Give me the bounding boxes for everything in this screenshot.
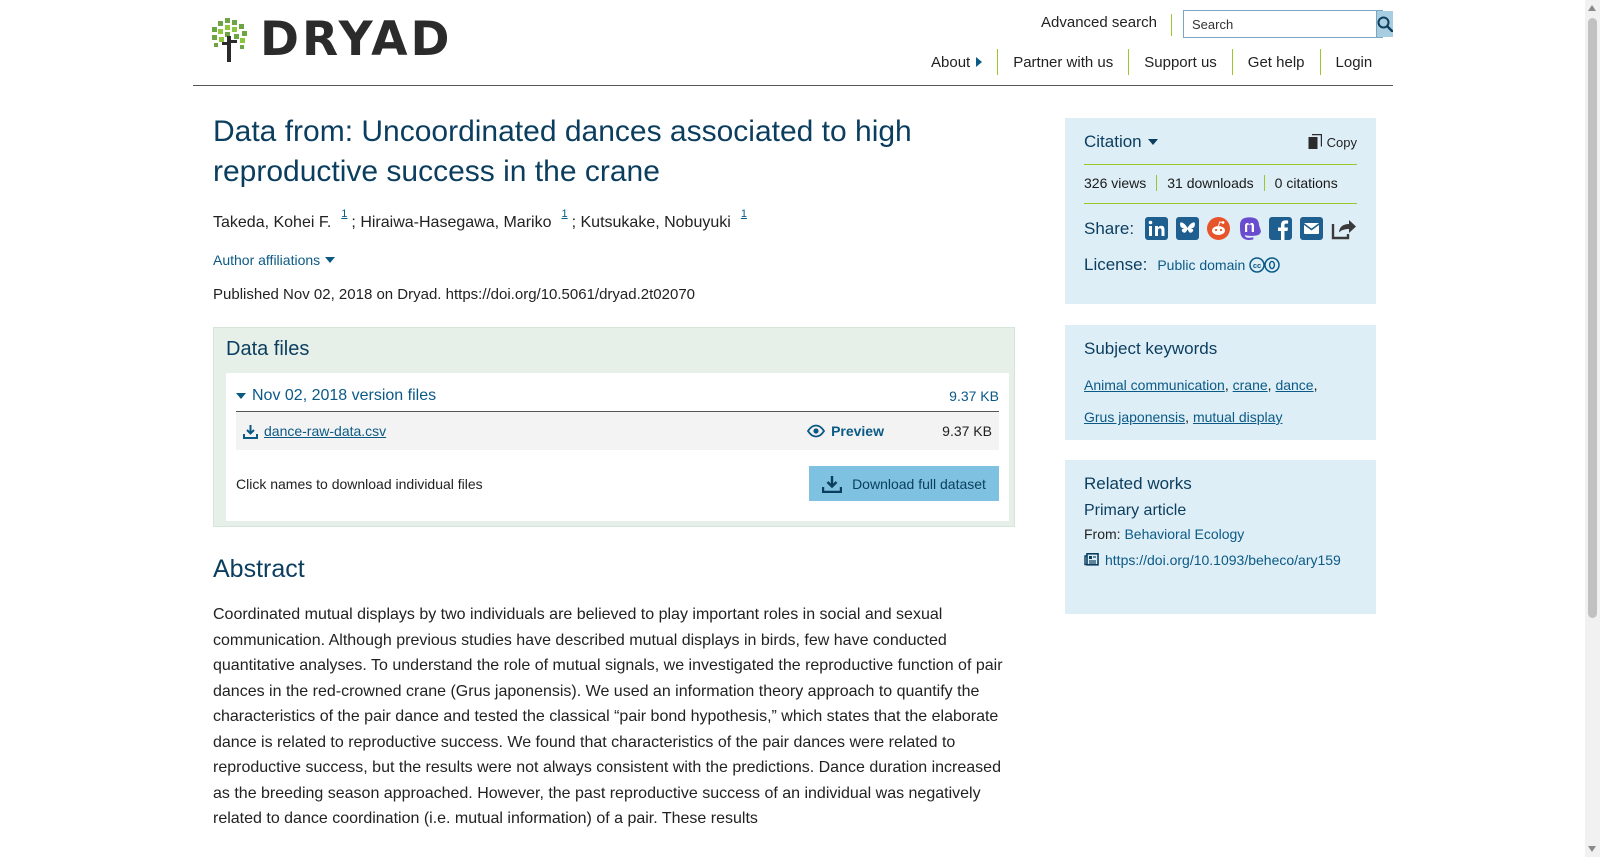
- scroll-down-icon[interactable]: [1588, 846, 1596, 852]
- preview-button[interactable]: [807, 423, 884, 439]
- search-form: [1183, 10, 1383, 38]
- citation-header: [1084, 132, 1357, 165]
- author-affiliation-link[interactable]: 1: [740, 208, 747, 220]
- cc-zero-icon: [1249, 257, 1281, 273]
- search-button[interactable]: [1376, 11, 1393, 37]
- data-files-heading: Data files: [226, 338, 310, 360]
- keyword-list: Animal communication, crane, dance, Grus japonensis, mutual display: [1084, 377, 1318, 425]
- search-icon: [1377, 16, 1393, 32]
- license-label: License:: [1084, 255, 1148, 274]
- nav-get-help[interactable]: Get help: [1233, 49, 1321, 75]
- linkedin-icon[interactable]: [1144, 216, 1169, 241]
- nav-login[interactable]: Login: [1335, 53, 1373, 71]
- search-input[interactable]: [1184, 11, 1376, 37]
- related-works-title: Related works: [1084, 474, 1192, 493]
- page-scrollbar[interactable]: [1585, 0, 1600, 857]
- author-name: ; Kutsukake, Nobuyuki: [571, 214, 731, 231]
- abstract-text: Coordinated mutual displays by two individuals are believed to play important roles in social and sexual communication. Although previous studies have described mutual displays in birds, few have conducted quantitative analyses. To understand the role of mutual signals, we investigated the reproductive function of pair dances in the red-crowned crane (Grus japonensis). We used an information theory approach to quantify the characteristics of the pair dance and tested the classical “pair bond hypothesis,” which states that the elaborate dance is related to reproductive success. We found that characteristics of the pair dances were related to reproductive success, but the results were not always consistent with the predictions. Dance duration increased as the breeding season approached. However, the past reproductive success of an individual was negatively related to dance coordination (i.e. mutual information) of a pair. These results: [213, 606, 1003, 827]
- related-from: [1084, 526, 1357, 542]
- journal-link[interactable]: Behavioral Ecology: [1124, 526, 1245, 542]
- article-icon: [1084, 553, 1099, 566]
- publication-info: Published Nov 02, 2018 on Dryad. https://doi.org/10.5061/dryad.2t02070: [213, 286, 695, 303]
- nav-support[interactable]: Support us: [1129, 49, 1233, 75]
- scrollbar-thumb[interactable]: [1588, 18, 1597, 618]
- logo-wordmark: DRYAD: [260, 12, 453, 67]
- file-row: [236, 412, 999, 450]
- main-content: [213, 112, 1015, 832]
- data-files-footer: [236, 466, 999, 501]
- license-row: [1084, 255, 1357, 275]
- caret-down-icon: [236, 393, 246, 399]
- author-affiliation-link[interactable]: 1: [341, 208, 348, 220]
- download-full-dataset-button[interactable]: [809, 466, 999, 501]
- file-download[interactable]: [243, 423, 807, 439]
- facebook-icon[interactable]: [1268, 216, 1293, 241]
- eye-icon: [807, 424, 825, 438]
- citation-toggle[interactable]: [1084, 132, 1158, 152]
- bluesky-icon[interactable]: [1175, 216, 1200, 241]
- preview-label: Preview: [831, 423, 884, 439]
- caret-right-icon: [976, 57, 982, 67]
- share-row: [1084, 216, 1357, 241]
- svg-text:cc: cc: [1253, 261, 1262, 270]
- scroll-up-icon[interactable]: [1588, 5, 1596, 11]
- version-size: 9.37 KB: [949, 388, 999, 404]
- download-hint: Click names to download individual files: [236, 475, 483, 492]
- subject-keywords-panel: [1065, 325, 1376, 440]
- site-header: [193, 0, 1393, 86]
- citation-title: Citation: [1084, 132, 1142, 151]
- keywords-title: Subject keywords: [1084, 339, 1218, 358]
- citation-panel: [1065, 118, 1376, 304]
- metrics-row: [1084, 165, 1357, 204]
- download-icon: [822, 475, 842, 493]
- related-works-panel: [1065, 460, 1376, 614]
- author-affiliation-link[interactable]: 1: [561, 208, 568, 220]
- copy-label: Copy: [1326, 134, 1357, 150]
- version-label: Nov 02, 2018 version files: [252, 387, 437, 404]
- advanced-search-link[interactable]: Advanced search: [1041, 14, 1172, 36]
- version-row: [236, 387, 999, 412]
- reddit-icon[interactable]: [1206, 216, 1231, 241]
- author-affiliations-toggle[interactable]: [213, 252, 1015, 268]
- share-icon[interactable]: [1330, 216, 1357, 241]
- caret-down-icon: [325, 257, 335, 263]
- main-nav: [916, 48, 1372, 76]
- data-files-panel: [213, 327, 1015, 527]
- email-icon[interactable]: [1299, 216, 1324, 241]
- download-full-dataset-label: Download full dataset: [852, 475, 986, 492]
- abstract-heading: Abstract: [213, 555, 305, 583]
- downloads-count: 31 downloads: [1157, 175, 1264, 191]
- version-toggle[interactable]: [236, 387, 436, 405]
- keyword-link[interactable]: crane: [1232, 377, 1268, 393]
- related-doi-row: [1084, 548, 1357, 572]
- citations-count: 0 citations: [1274, 175, 1338, 191]
- copy-citation-button[interactable]: [1308, 134, 1357, 150]
- author-name: Takeda, Kohei F.: [213, 214, 332, 231]
- keyword-link[interactable]: Grus japonensis: [1084, 409, 1186, 425]
- nav-partner[interactable]: Partner with us: [998, 49, 1129, 75]
- page-title: Data from: Uncoordinated dances associated to high reproductive success in the crane: [213, 115, 912, 188]
- from-label: From:: [1084, 526, 1121, 542]
- keyword-link[interactable]: dance: [1275, 377, 1314, 393]
- data-files-list: [226, 373, 1009, 521]
- dryad-logo[interactable]: [212, 12, 453, 67]
- primary-article-label: Primary article: [1084, 502, 1187, 519]
- keyword-link[interactable]: mutual display: [1192, 409, 1283, 425]
- mastodon-icon[interactable]: [1237, 216, 1262, 241]
- author-list: [213, 208, 1015, 232]
- author-name: ; Hiraiwa-Hasegawa, Mariko: [351, 214, 552, 231]
- author-affiliations-label: Author affiliations: [213, 252, 321, 268]
- clipboard-icon: [1308, 134, 1322, 150]
- nav-about[interactable]: [916, 49, 998, 75]
- views-count: 326 views: [1084, 175, 1157, 191]
- keyword-link[interactable]: Animal communication: [1084, 377, 1225, 393]
- file-size: 9.37 KB: [942, 423, 992, 439]
- file-name-link[interactable]: dance-raw-data.csv: [264, 423, 387, 439]
- share-label: Share:: [1084, 218, 1135, 238]
- tree-logo-icon: [212, 18, 248, 62]
- download-icon: [243, 424, 258, 439]
- related-doi-link[interactable]: https://doi.org/10.1093/beheco/ary159: [1105, 552, 1341, 568]
- license-link[interactable]: Public domain: [1157, 257, 1246, 273]
- caret-down-icon: [1148, 139, 1158, 145]
- nav-about-label: About: [931, 53, 971, 71]
